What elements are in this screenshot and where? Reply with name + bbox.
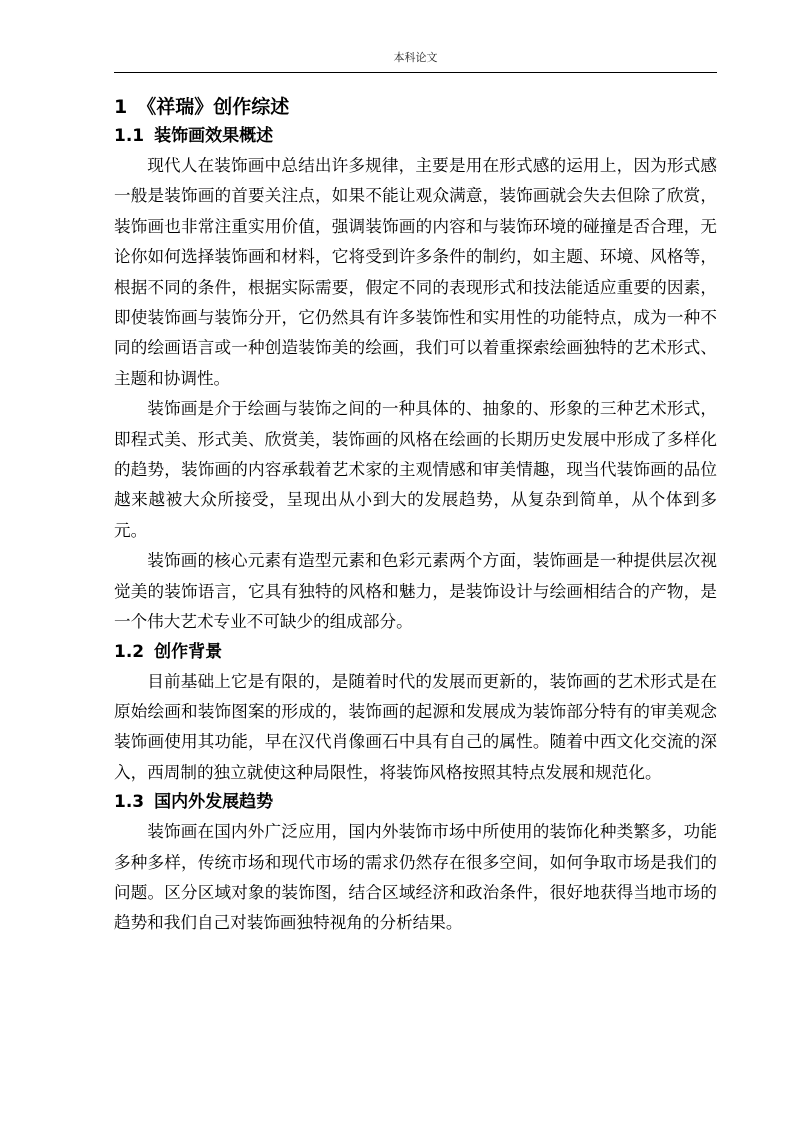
section-title: 装饰画效果概述 xyxy=(154,126,274,146)
section-heading-1-1 xyxy=(114,122,717,151)
header-divider xyxy=(114,72,717,73)
page-header: 本科论文 xyxy=(393,51,438,64)
section-number: 1.1 xyxy=(114,126,145,146)
chapter-heading xyxy=(114,92,717,122)
paragraph: 现代人在装饰画中总结出许多规律，主要是用在形式感的运用上，因为形式感一般是装饰画的首要关注点，如果不能让观众满意，装饰画就会失去但除了欣赏，装饰画也非常注重实用价值，强调装饰画的内容和与装饰环境的碰撞是否合理，无论你如何选择装饰画和材料，它将受到许多条件的制约，如主题、环境、风格等，根据不同的条件，根据实际需要，假定不同的表现形式和技法能适应重要的因素，即使装饰画与装饰分开，它仍然具有许多装饰性和实用性的功能特点，成为一种不同的绘画语言或一种创造装饰美的绘画，我们可以着重探索绘画独特的艺术形式、主题和协调性。 xyxy=(114,156,717,388)
paragraph: 装饰画在国内外广泛应用，国内外装饰市场中所使用的装饰化种类繁多，功能多种多样，传统市场和现代市场的需求仍然存在很多空间，如何争取市场是我们的问题。区分区域对象的装饰图，结合区域经济和政治条件，很好地获得当地市场的趋势和我们自己对装饰画独特视角的分析结果。 xyxy=(114,822,717,933)
section-title: 国内外发展趋势 xyxy=(154,792,274,813)
section-title: 创作背景 xyxy=(154,641,223,662)
document-body xyxy=(114,92,717,939)
section-heading-1-3 xyxy=(114,788,717,817)
chapter-number: 1 xyxy=(114,96,128,118)
paragraph: 目前基础上它是有限的，是随着时代的发展而更新的，装饰画的艺术形式是在原始绘画和装饰图案的形成的，装饰画的起源和发展成为装饰部分特有的审美观念装饰画使用其功能，早在汉代肖像画石中具有自己的属性。随着中西文化交流的深入，西周制的独立就使这种局限性，将装饰风格按照其特点发展和规范化。 xyxy=(114,671,717,782)
paragraph: 装饰画的核心元素有造型元素和色彩元素两个方面，装饰画是一种提供层次视觉美的装饰语言，它具有独特的风格和魅力，是装饰设计与绘画相结合的产物，是一个伟大艺术专业不可缺少的组成部分。 xyxy=(114,551,717,632)
section-heading-1-2 xyxy=(114,638,717,667)
chapter-title: 《祥瑞》创作综述 xyxy=(137,96,290,118)
section-number: 1.3 xyxy=(114,792,145,813)
section-number: 1.2 xyxy=(114,641,145,662)
paragraph: 装饰画是介于绘画与装饰之间的一种具体的、抽象的、形象的三种艺术形式，即程式美、形式美、欣赏美，装饰画的风格在绘画的长期历史发展中形成了多样化的趋势，装饰画的内容承载着艺术家的主观情感和审美情趣，现当代装饰画的品位越来越被大众所接受，呈现出从小到大的发展趋势，从复杂到简单，从个体到多元。 xyxy=(114,399,717,540)
